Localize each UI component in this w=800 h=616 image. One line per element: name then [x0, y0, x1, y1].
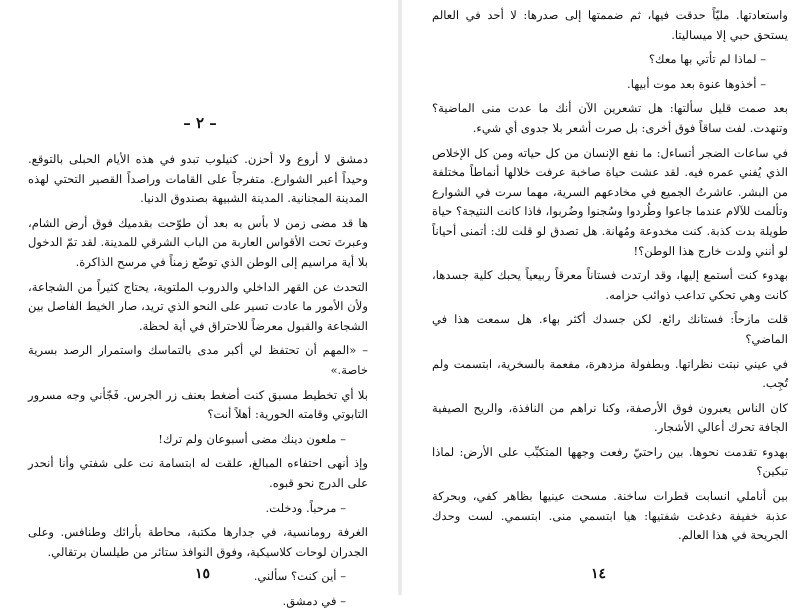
dialogue-line: – لماذا لم تأتي بها معك؟	[648, 52, 766, 67]
dialogue-line: – في دمشق.	[282, 593, 346, 608]
paragraph: كان الناس يعبرون فوق الأرصفة، وكنا نراهم من النافذة، والريح الصيفية الجافة تحرك أعالي الأشجار.	[432, 400, 788, 435]
dialogue-line: – أين كنت؟ سألني.	[253, 569, 346, 584]
page-number-left: ١٥	[195, 566, 211, 582]
dialogue-line: – أخذوها عنوة بعد موت أبيها.	[627, 76, 766, 91]
paragraph: قلت مازحاً: فستانك رائع. لكن جسدك أكثر بهاء. هل سمعت هذا في الماضي؟	[432, 312, 788, 346]
paragraph: دمشق لا أروع ولا أحزن. كنيلوب تبدو في هذه الأيام الحبلى بالتوقع. وحيداً أعبر الشوارع. متفرجاً على القامات وراصداً القصير التحتي لهذه المدينة المجنانية. المدينة الشبيهة بصندوق الدنيا.	[28, 152, 369, 206]
right-page	[400, 0, 800, 595]
page-number-right: ١٤	[591, 566, 607, 582]
right-page-text	[432, 6, 788, 551]
paragraph: بلا أي تخطيط مسبق كنت أضغط بعنف زر الجرس. فَجّأني وجه مسرور التابوتي وقامته الحورية: أهلاً أنت؟	[28, 387, 368, 422]
paragraph: واستعادتها. مليّاً حدقت فيها، ثم ضممتها إلى صدرها: لا أحد في العالم يستحق حبي إلا ميساليتا.	[432, 8, 788, 42]
paragraph: وإذ أنهى احتفاءه المبالغ، علقت له ابتسامة نت على شفتي وأنا أنحدر على الدرج نحو قبوه.	[28, 456, 368, 490]
paragraph: الغرفة رومانسية، في جدارها مكتبة، محاطة بأرائك وطنافس. وعلى الجدران لوحات كلاسيكية، وفوق النوافذ ستائر من طيلسان برتقالي.	[28, 525, 368, 559]
paragraph: بهدوء تقدمت نحوها. بين راحتيّ رفعت وجهها المتكبِّب على الأرض: لماذا تبكين؟	[432, 444, 788, 479]
paragraph: في ساعات الضجر أتساءل: ما نفع الإنسان من كل حياته ومن كل الإخلاص الذي يُفني عمره فيه. لقد عشت حياة صاخبة عرفت خلالها أنماطاً مختلفة من البشر. عاشرتُ الجميع في مخادعهم السرية، مهما سرت في الشوارع وتألمت للآلام عندما جاعوا وطُردوا وسُجنوا وضُربوا، فاذا كانت النتيجة؟ حياة طويلة بدت كذبة. كنت مخدوعة ومُهانة. هل تصدق لو قلت لك: أتمنى أحياناً لو أنني ولدت خارج هذا الوطن؟!	[432, 145, 788, 258]
paragraph: في عيني نبتت نظراتها. وبطفولة مزدهرة، مفعمة بالسخرية، ابتسمت ولم تُجِب.	[432, 356, 788, 391]
paragraph: – «المهم أن تحتفظ لي أكبر مدى بالتماسك واستمرار الرصد بسرية خاصة.»	[28, 343, 368, 377]
paragraph: بعد صمت قليل سألتها: هل تشعرين الآن أنك ما عدت منى الماضية؟ وتنهدت. لفت ساقاً فوق أخرى: بل صرت أشعر بلا جدوى أي شيء.	[432, 101, 788, 135]
dialogue-line: – ملعون دينك مضى أسبوعان ولم ترك!	[158, 431, 346, 446]
paragraph: بهدوء كنت أستمع إليها، وقد ارتدت فستاناً معرقاً ربيعياً يحبك كلية جسدها، كانت وهي تحكي تداعب ذوائب حزامه.	[432, 268, 789, 302]
paragraph: ها قد مضى زمن لا بأس به بعد أن طوّحت بقدميك فوق أرض الشام، وعبرتَ تحت الأقواس العاربة من الباب الشرقي للمدينة. لقد تمّ الدخول بلا أية مراسيم إلى الوطن الذي توضّع زمناً في مرسح الذاكرة.	[28, 215, 368, 269]
paragraph: التحدث عن القهر الداخلي والدروب الملتوية، يحتاج كثيراً من الشجاعة، ولأن الأمور ما عادت تسير على النحو الذي تريد، صار الخيط الفاصل بين الشجاعة والقبول معرضاً للاحتراق في أية لحظة.	[28, 279, 368, 333]
dialogue-line: – مرحباً. ودخلت.	[265, 500, 346, 515]
chapter-number: – ٢ –	[183, 114, 217, 132]
left-page-text	[28, 150, 368, 616]
paragraph: بين أناملي انسابت قطرات ساخنة. مسحت عينيها بظاهر كفي، وبحركة عذبة خفيفة دغدغت شفتيها: هيا ابتسمي منى. ابتسمي. لست وحدك الجريحة في هذا العالم.	[432, 489, 788, 543]
left-page	[0, 0, 400, 608]
